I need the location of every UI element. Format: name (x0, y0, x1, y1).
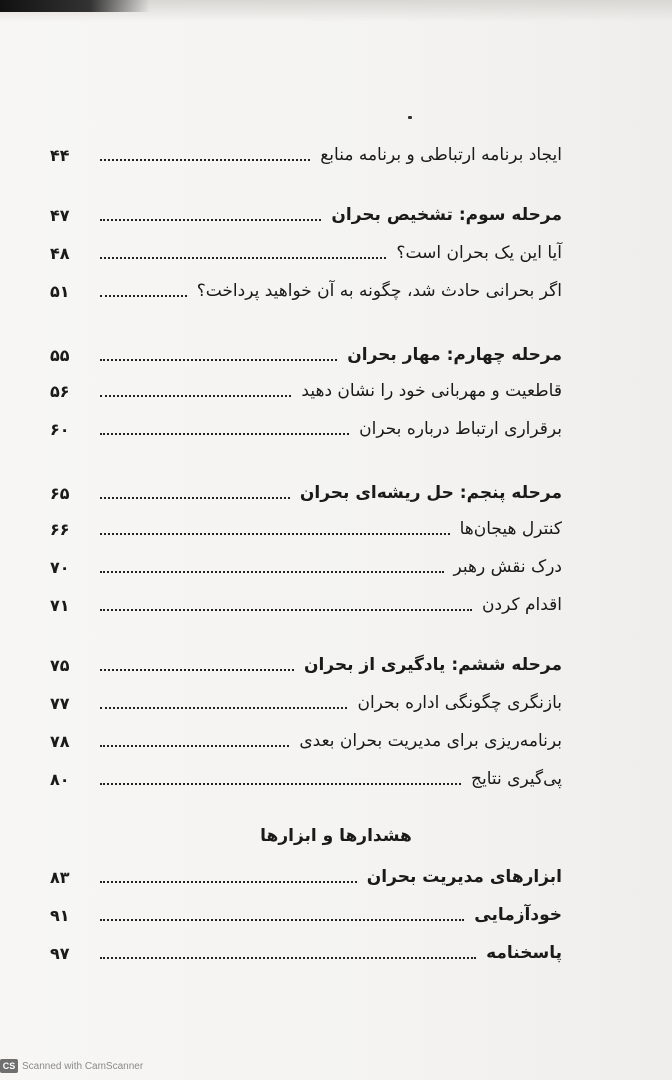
dot-leader (100, 497, 290, 499)
dot-leader (100, 219, 321, 221)
toc-entry (50, 376, 562, 406)
toc-entry-title: مرحله چهارم: مهار بحران (347, 345, 562, 365)
toc-entry-page: ۴۷ (50, 205, 70, 225)
toc-chapter (50, 900, 562, 930)
dot-leader (100, 433, 349, 435)
dot-leader (100, 571, 444, 573)
toc-entry (50, 514, 562, 544)
dot-leader (100, 359, 337, 361)
dot-leader (100, 707, 347, 709)
dot-leader (100, 783, 461, 785)
toc-chapter (50, 478, 562, 508)
toc-entry-title: بازنگری چگونگی اداره بحران (357, 693, 562, 713)
toc-entry-title: آیا این یک بحران است؟ (396, 243, 562, 263)
dot-leader (100, 295, 187, 297)
toc-entry-title: قاطعیت و مهربانی خود را نشان دهید (301, 381, 562, 401)
dot-leader (100, 881, 357, 883)
toc-entry-page: ۸۰ (50, 769, 70, 789)
toc-entry-title: مرحله سوم: تشخیص بحران (331, 205, 562, 225)
toc-entry-title: ایجاد برنامه ارتباطی و برنامه منابع (320, 145, 562, 165)
toc-entry-page: ۹۷ (50, 943, 70, 963)
toc-entry-title: مرحله پنجم: حل ریشه‌ای بحران (299, 483, 562, 503)
section-heading: هشدارها و ابزارها (260, 826, 412, 846)
toc-entry-page: ۶۶ (50, 519, 70, 539)
toc-entry-page: ۶۰ (50, 419, 70, 439)
dot-leader (100, 957, 476, 959)
dot-leader (100, 745, 289, 747)
toc-entry-page: ۹۱ (50, 905, 70, 925)
toc-entry (50, 140, 562, 170)
toc-entry-page: ۷۸ (50, 731, 70, 751)
toc-entry-page: ۴۸ (50, 243, 70, 263)
toc-entry-title: پاسخنامه (486, 943, 562, 963)
toc-entry (50, 764, 562, 794)
toc-entry-title: اگر بحرانی حادث شد، چگونه به آن خواهید پرداخت؟ (196, 281, 562, 301)
ink-speck (408, 116, 412, 119)
toc-entry-title: برقراری ارتباط درباره بحران (359, 419, 562, 439)
toc-entry (50, 552, 562, 582)
toc-entry-page: ۸۳ (50, 867, 70, 887)
dot-leader (100, 669, 294, 671)
toc-entry-page: ۴۴ (50, 145, 70, 165)
toc-entry-page: ۷۷ (50, 693, 70, 713)
dot-leader (100, 257, 386, 259)
toc-entry-title: مرحله ششم: یادگیری از بحران (303, 655, 562, 675)
toc-entry (50, 414, 562, 444)
toc-chapter (50, 200, 562, 230)
toc-chapter (50, 340, 562, 370)
toc-entry (50, 590, 562, 620)
toc-entry-page: ۷۰ (50, 557, 70, 577)
toc-entry-page: ۵۱ (50, 281, 70, 301)
toc-entry (50, 688, 562, 718)
toc-entry-page: ۵۵ (50, 345, 70, 365)
toc-entry-title: اقدام کردن (482, 595, 562, 615)
dot-leader (100, 919, 464, 921)
toc-entry-title: کنترل هیجان‌ها (459, 519, 562, 539)
toc-entry (50, 726, 562, 756)
toc-entry-title: برنامه‌ریزی برای مدیریت بحران بعدی (299, 731, 562, 751)
toc-entry-title: خودآزمایی (474, 905, 562, 925)
toc-entry-page: ۵۶ (50, 381, 70, 401)
dot-leader (100, 159, 310, 161)
dot-leader (100, 533, 450, 535)
dot-leader (100, 395, 291, 397)
toc-entry (50, 238, 562, 268)
page-corner-shadow (0, 0, 150, 12)
toc-chapter (50, 862, 562, 892)
watermark-text: Scanned with CamScanner (22, 1060, 144, 1072)
scanner-watermark (0, 1056, 143, 1076)
toc-entry-page: ۷۵ (50, 655, 70, 675)
toc-entry-page: ۷۱ (50, 595, 70, 615)
camscanner-logo-icon: CS (0, 1059, 18, 1073)
toc-entry-page: ۶۵ (50, 483, 70, 503)
toc-entry-title: پی‌گیری نتایج (471, 769, 562, 789)
toc-chapter (50, 650, 562, 680)
toc-entry (50, 276, 562, 306)
dot-leader (100, 609, 472, 611)
toc-entry-title: درک نقش رهبر (453, 557, 562, 577)
toc-chapter (50, 938, 562, 968)
toc-entry-title: ابزارهای مدیریت بحران (366, 867, 562, 887)
